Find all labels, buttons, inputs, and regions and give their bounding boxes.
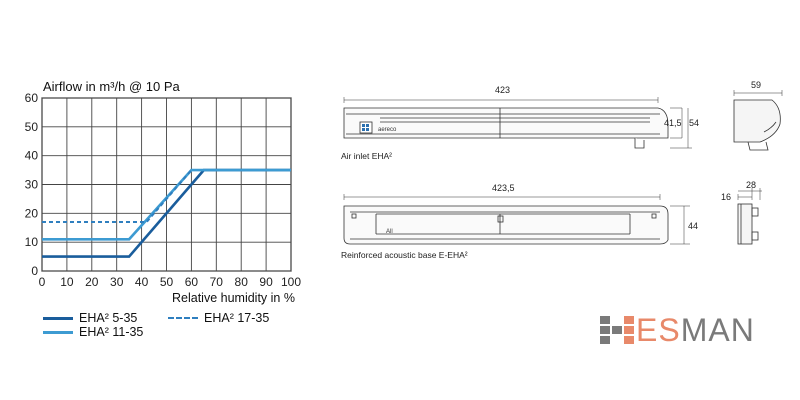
bottom-marking: All — [386, 229, 393, 235]
dim-top-height-outer: 54 — [689, 118, 700, 128]
bottom-drawing-caption: Reinforced acoustic base E-EHA² — [341, 250, 468, 260]
device-brand: aereco — [378, 127, 397, 133]
dim-top-depth: 59 — [751, 80, 762, 90]
dim-bottom-height: 44 — [688, 221, 699, 231]
x-tick-label: 80 — [234, 275, 248, 289]
x-tick-label: 50 — [159, 275, 174, 289]
y-tick-label: 50 — [24, 119, 38, 134]
y-tick-label: 10 — [24, 235, 38, 250]
logo-text-s: S — [658, 312, 681, 348]
x-tick-label: 90 — [259, 275, 273, 289]
top-drawing-caption: Air inlet EHA² — [341, 151, 393, 161]
dim-bottom-depth-b: 28 — [746, 180, 757, 190]
y-tick-label: 60 — [24, 91, 38, 105]
air-inlet-front-view — [344, 97, 692, 148]
x-tick-label: 40 — [134, 275, 149, 289]
x-axis-label: Relative humidity in % — [172, 291, 295, 305]
legend-label: EHA² 17-35 — [204, 311, 270, 325]
dim-top-width: 423 — [495, 85, 511, 95]
acoustic-base-front-view — [344, 194, 690, 244]
air-inlet-side-view — [734, 90, 782, 150]
y-tick-label: 20 — [24, 206, 38, 221]
dim-bottom-depth-a: 16 — [721, 192, 732, 202]
y-tick-label: 40 — [24, 148, 38, 163]
legend-label: EHA² 11-35 — [79, 325, 144, 339]
legend-label: EHA² 5-35 — [79, 311, 138, 325]
y-tick-label: 30 — [24, 177, 38, 192]
y-tick-label: 0 — [31, 264, 38, 278]
x-tick-label: 100 — [280, 275, 302, 289]
esman-logo — [600, 314, 755, 346]
esman-logo-mark — [600, 314, 636, 346]
dim-top-height-inner: 41,5 — [664, 118, 682, 128]
x-tick-label: 0 — [38, 275, 46, 289]
x-tick-label: 20 — [85, 275, 99, 289]
x-tick-label: 60 — [184, 275, 199, 289]
x-tick-label: 30 — [110, 275, 124, 289]
logo-text-man: MAN — [680, 312, 755, 348]
x-tick-label: 10 — [60, 275, 74, 289]
logo-text-e: E — [636, 312, 659, 348]
x-tick-label: 70 — [209, 275, 223, 289]
dim-bottom-width: 423,5 — [492, 183, 515, 193]
chart-title: Airflow in m³/h @ 10 Pa — [43, 79, 180, 94]
acoustic-base-side-view — [738, 188, 762, 244]
